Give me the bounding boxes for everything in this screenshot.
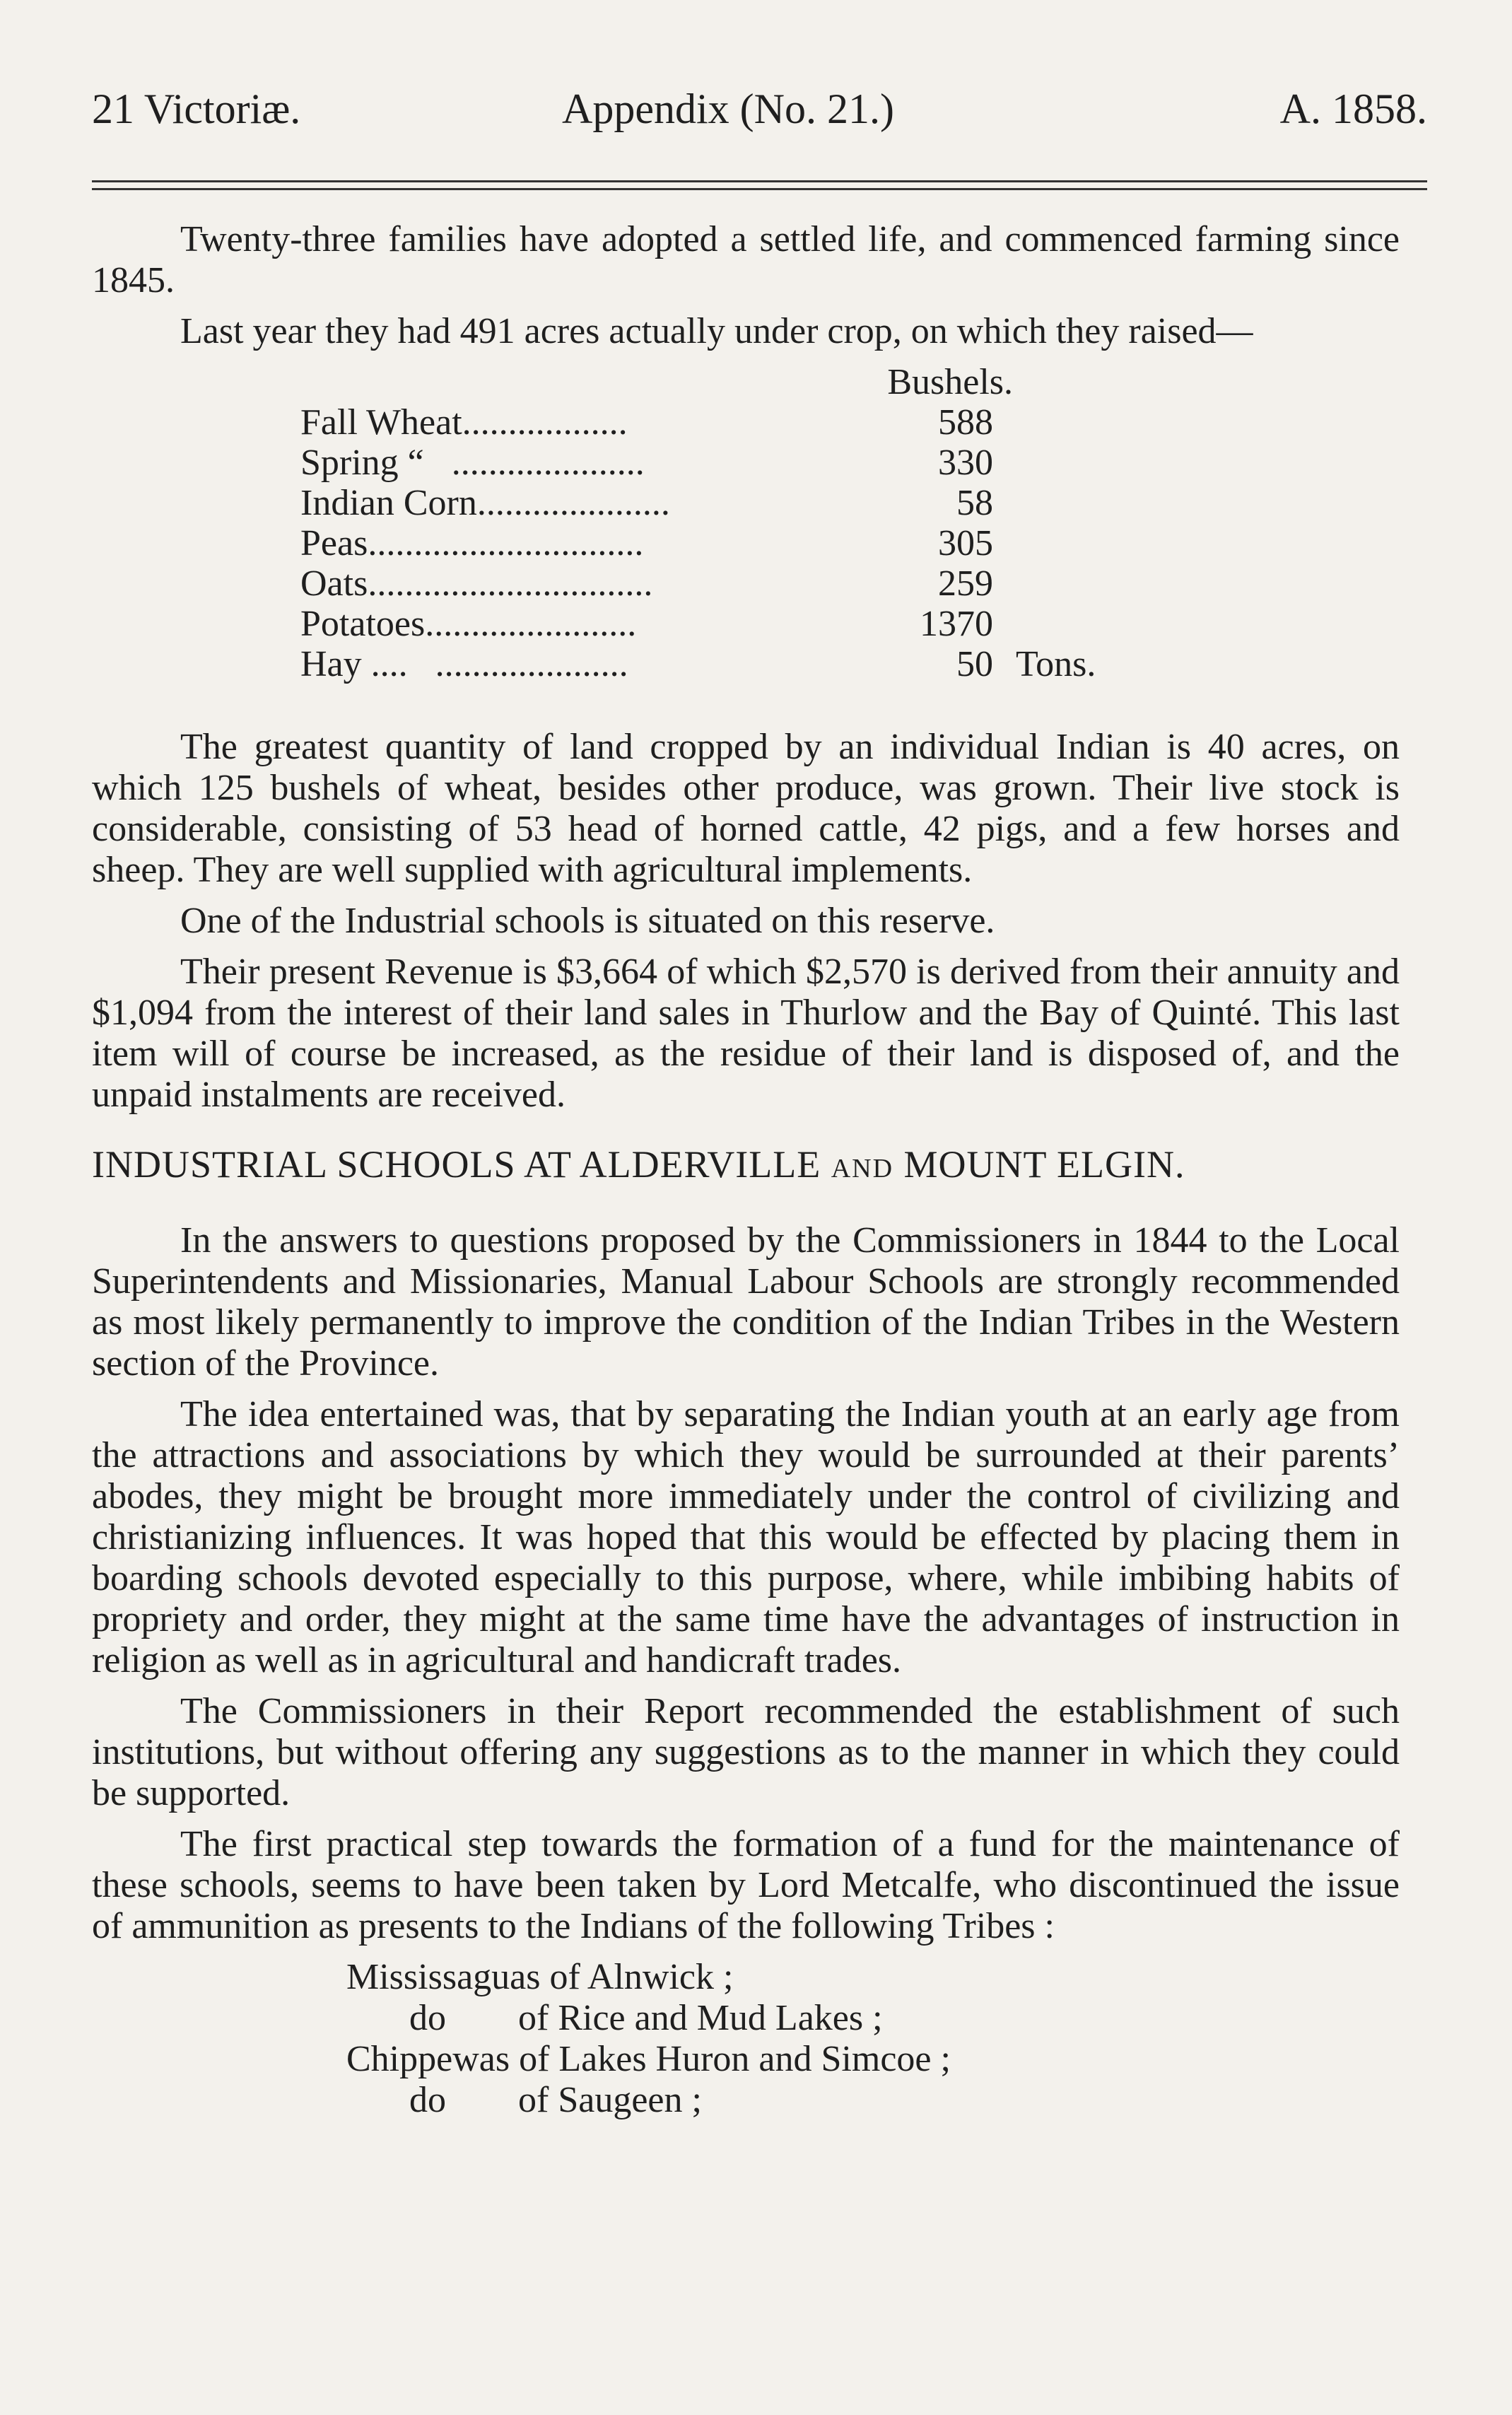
crop-unit: Tons. <box>1016 644 1096 684</box>
paragraph-idea-entertained: The idea entertained was, that by separating the Indian youth at an early age from the attractions and associations by which they would be surrounded at their parents’ abodes, they might be brought more immediately under the control of civilizing and christianizing influences. It was hoped that this would be effected by placing them in boarding schools devoted especially to this purpose, where, while imbibing habits of propriety and order, they might at the same time have the advantages of instruction in religion as well as in agricultural and handicraft trades. <box>92 1394 1400 1680</box>
crop-row <box>300 644 1096 684</box>
crop-row <box>300 563 1096 604</box>
crop-name: Oats............................... <box>300 563 653 604</box>
crop-value: 305 <box>938 523 993 563</box>
paragraph-first-step: The first practical step towards the formation of a fund for the maintenance of these schools, seems to have been taken by Lord Metcalfe, who discontinued the issue of ammunition as presents to the Indians of the following Tribes : <box>92 1824 1400 1946</box>
header-rule <box>92 180 1427 190</box>
paragraph-revenue: Their present Revenue is $3,664 of which $2,570 is derived from their annuity and $1,094 from the interest of their land sales in Thurlow and the Bay of Quinté. This last item will of course be increased, as the residue of their land is disposed of, and the unpaid instalments are received. <box>92 952 1400 1115</box>
tribe-line: do of Saugeen ; <box>346 2080 1400 2121</box>
crop-row <box>300 402 1096 443</box>
crop-unit <box>1013 402 1096 443</box>
crop-value: 1370 <box>920 604 993 644</box>
crop-value: 50 <box>956 644 993 684</box>
paragraph-commissioners-report: The Commissioners in their Report recommended the establishment of such institutions, but without offering any suggestions as to the manner in which they could be supported. <box>92 1691 1400 1813</box>
crop-table <box>300 362 1096 684</box>
crop-value: 259 <box>938 563 993 604</box>
paragraph-acres-crop: Last year they had 491 acres actually under crop, on which they raised— <box>180 311 1253 351</box>
crop-name: Fall Wheat.................. <box>300 402 628 443</box>
crop-unit <box>1013 563 1096 604</box>
section-heading-end: MOUNT ELGIN. <box>903 1143 1185 1186</box>
section-heading-conjunction: AND <box>831 1154 894 1183</box>
crop-unit <box>1013 604 1096 644</box>
crop-value: 330 <box>938 443 993 483</box>
crop-name: Indian Corn..................... <box>300 483 670 523</box>
tribe-line: Chippewas of Lakes Huron and Simcoe ; <box>346 2039 951 2079</box>
crop-value: 58 <box>956 483 993 523</box>
crop-name: Potatoes....................... <box>300 604 637 644</box>
crop-name: Hay .... ..................... <box>300 644 628 684</box>
ditto-mark: do <box>409 1998 446 2038</box>
crop-unit <box>1013 443 1096 483</box>
crop-table-unit-header: Bushels. <box>887 362 1013 402</box>
tribe-line: do of Rice and Mud Lakes ; <box>346 1998 1400 2039</box>
tribe-line: Mississaguas of Alnwick ; <box>346 1957 734 1997</box>
page-header <box>92 85 1427 148</box>
crop-value: 588 <box>938 402 993 443</box>
header-year: A. 1858. <box>1279 86 1427 132</box>
crop-row <box>300 604 1096 644</box>
paragraph-industrial-school: One of the Industrial schools is situated on this reserve. <box>180 901 995 941</box>
paragraph-settled-families: Twenty-three families have adopted a settled life, and commenced farming since 1845. <box>92 219 1400 300</box>
page-body <box>92 219 1400 2121</box>
header-session: 21 Victoriæ. <box>92 86 301 132</box>
crop-row <box>300 523 1096 563</box>
section-heading-main: INDUSTRIAL SCHOOLS AT ALDERVILLE <box>92 1143 821 1186</box>
paragraph-greatest-quantity: The greatest quantity of land cropped by an individual Indian is 40 acres, on which 125 bushels of wheat, besides other produce, was grown. Their live stock is considerable, consisting of 53 head of horned cattle, 42 pigs, and a few horses and sheep. They are well supplied with agricultural implements. <box>92 727 1400 890</box>
crop-row <box>300 443 1096 483</box>
crop-table-header <box>300 362 1096 402</box>
header-appendix: Appendix (No. 21.) <box>562 86 894 132</box>
paragraph-commissioners-answers: In the answers to questions proposed by the Commissioners in 1844 to the Local Superintendents and Missionaries, Manual Labour Schools are strongly recommended as most likely permanently to improve the condition of the Indian Tribes in the Western section of the Province. <box>92 1220 1400 1384</box>
crop-name: Spring “ ..................... <box>300 443 645 483</box>
tribes-list <box>346 1957 1400 2121</box>
crop-unit <box>1013 483 1096 523</box>
section-heading <box>92 1144 1400 1189</box>
ditto-mark: do <box>409 2080 446 2120</box>
crop-unit <box>1013 523 1096 563</box>
crop-row <box>300 483 1096 523</box>
crop-name: Peas.............................. <box>300 523 644 563</box>
